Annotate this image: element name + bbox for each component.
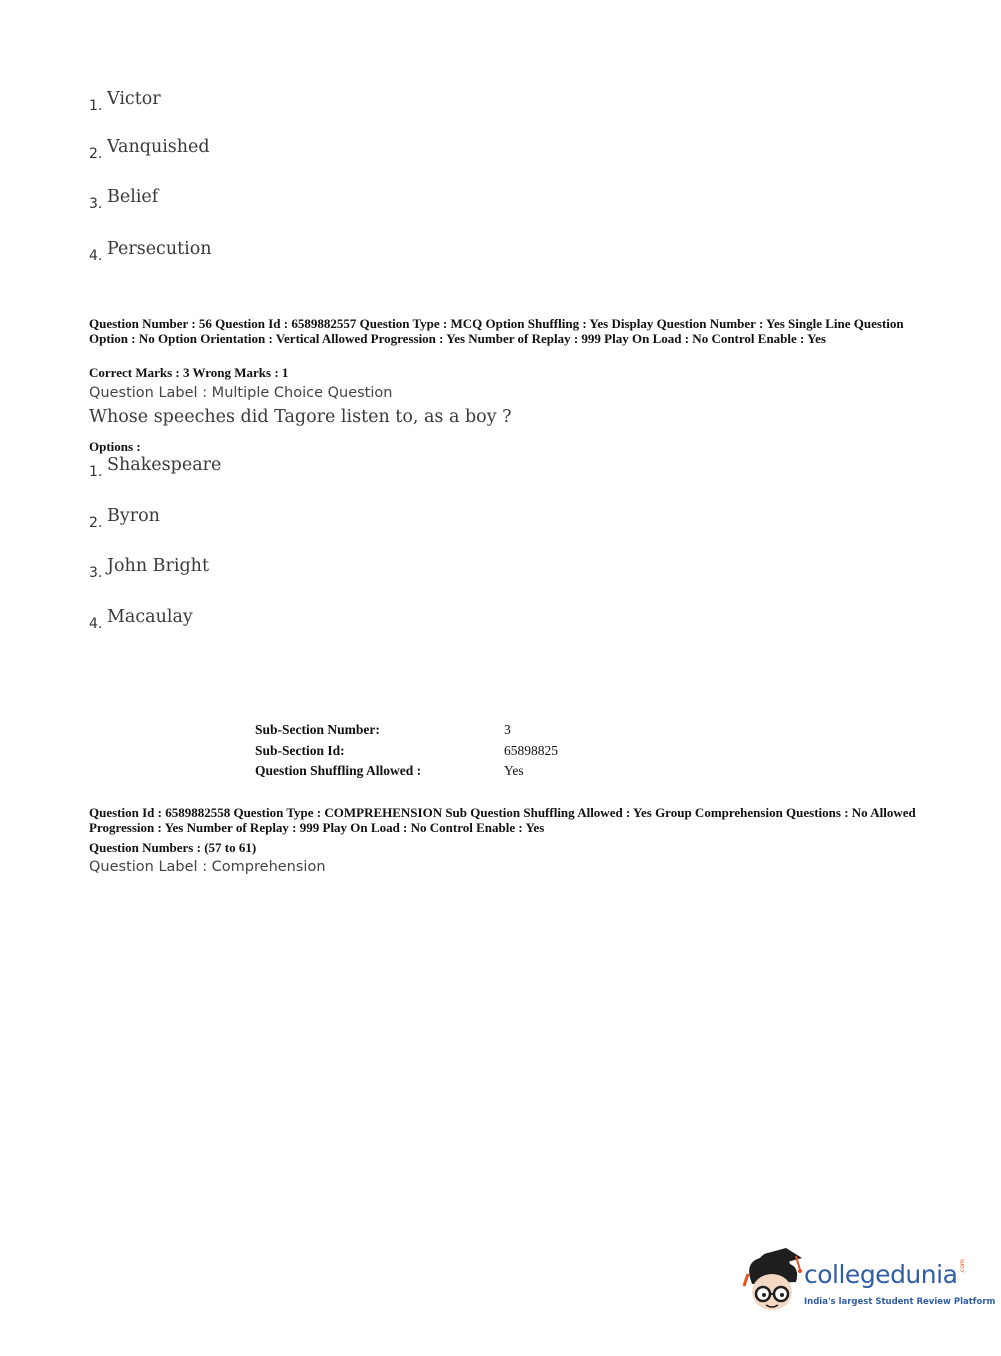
brand-tagline: India's largest Student Review Platform (804, 1297, 996, 1307)
subsection-number-key: Sub-Section Number: (255, 722, 380, 737)
subsection-id-row (255, 741, 558, 762)
mascot-icon (742, 1248, 806, 1320)
option-number: 3. (89, 565, 103, 581)
option-number: 4. (89, 248, 103, 264)
shuffling-row (255, 761, 558, 782)
option-number: 3. (89, 196, 103, 212)
brand-name: collegedunia (804, 1260, 958, 1289)
subsection-id-value: 65898825 (504, 742, 558, 758)
question-56-meta: Question Number : 56 Question Id : 6589882557 Question Type : MCQ Option Shuffling : Yes Display Question Number : Yes Single Line Question Option : No Option Orientation : Vertical Allowed Progression : Yes Number of Replay : 999 Play On Load : No Control Enable : Yes (89, 316, 904, 346)
option-text: Victor (107, 89, 161, 109)
q56-option-2 (89, 506, 160, 531)
prev-option-3 (89, 187, 158, 212)
q56-option-4 (89, 607, 193, 632)
brand-domain: .com (959, 1259, 966, 1274)
q56-option-1 (89, 455, 221, 480)
shuffling-key: Question Shuffling Allowed : (255, 763, 422, 778)
subsection-number-value: 3 (504, 722, 511, 737)
option-text: Macaulay (107, 607, 193, 627)
option-text: Shakespeare (107, 455, 222, 475)
question-56-text: Whose speeches did Tagore listen to, as a boy ? (89, 407, 512, 427)
subsection-number-row (255, 720, 558, 741)
question-56-label: Question Label : Multiple Choice Question (89, 385, 393, 401)
prev-option-4 (89, 239, 212, 264)
option-number: 1. (89, 98, 103, 114)
option-number: 2. (89, 515, 103, 531)
prev-option-1 (89, 89, 161, 114)
comprehension-numbers: Question Numbers : (57 to 61) (89, 840, 257, 855)
prev-option-2 (89, 137, 210, 162)
shuffling-value: Yes (504, 763, 524, 778)
option-text: Persecution (107, 239, 212, 259)
collegedunia-logo (742, 1248, 996, 1320)
subsection-info (255, 720, 558, 782)
option-number: 2. (89, 146, 103, 162)
option-text: Byron (107, 506, 160, 526)
option-number: 4. (89, 616, 103, 632)
subsection-id-key: Sub-Section Id: (255, 742, 345, 758)
q56-option-3 (89, 556, 209, 581)
option-text: Vanquished (107, 137, 210, 157)
comprehension-meta: Question Id : 6589882558 Question Type : COMPREHENSION Sub Question Shuffling Allowed : Yes Group Comprehension Questions : No Allowed Progression : Yes Number of Replay : 999 Play On Load : No Control Enable : Yes (89, 805, 916, 835)
options-heading: Options : (89, 439, 141, 454)
option-number: 1. (89, 464, 103, 480)
question-56-marks: Correct Marks : 3 Wrong Marks : 1 (89, 365, 289, 380)
comprehension-label: Question Label : Comprehension (89, 859, 326, 875)
option-text: John Bright (107, 556, 209, 576)
option-text: Belief (107, 187, 159, 207)
